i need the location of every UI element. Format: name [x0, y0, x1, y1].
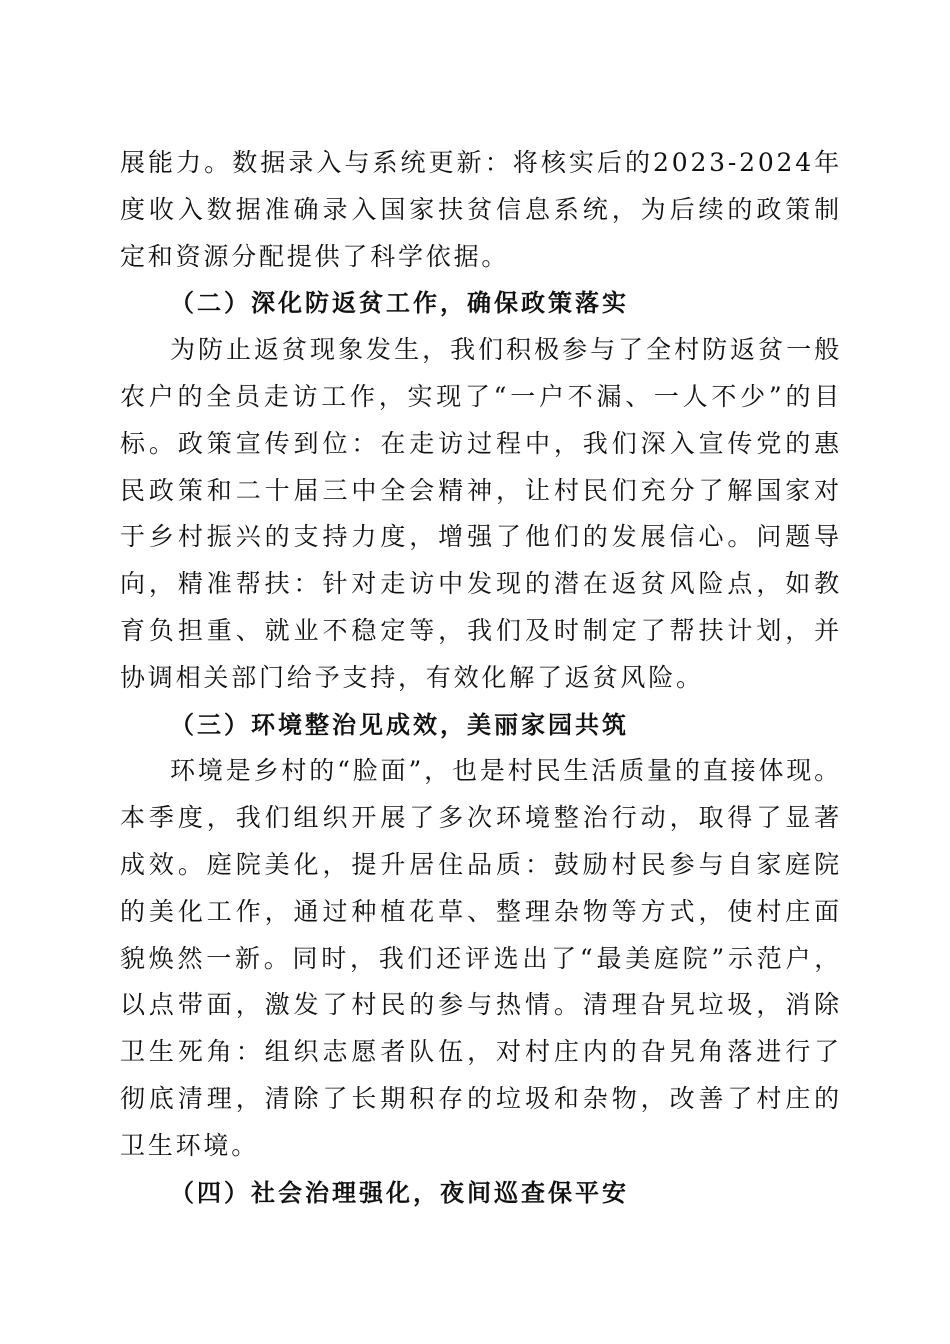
section-heading-3: （三）环境整治见成效，美丽家园共筑 [170, 710, 629, 739]
document-body [120, 140, 842, 1216]
paragraph-data-entry: 展能力。数据录入与系统更新：将核实后的2023-2024年度收入数据准确录入国家扶贫信息系统，为后续的政策制定和资源分配提供了科学依据。 [120, 148, 842, 271]
section-heading-2: （二）深化防返贫工作，确保政策落实 [170, 289, 629, 318]
paragraph-environment: 环境是乡村的“脸面”，也是村民生活质量的直接体现。本季度，我们组织开展了多次环境整治行动，取得了显著成效。庭院美化，提升居住品质：鼓励村民参与自家庭院的美化工作，通过种植花草、整理杂物等方式，使村庄面貌焕然一新。同时，我们还评选出了“最美庭院”示范户，以点带面，激发了村民的参与热情。清理旮旯垃圾，消除卫生死角：组织志愿者队伍，对村庄内的旮旯角落进行了彻底清理，清除了长期积存的垃圾和杂物，改善了村庄的卫生环境。 [120, 756, 842, 1160]
paragraph-anti-poverty: 为防止返贫现象发生，我们积极参与了全村防返贫一般农户的全员走访工作，实现了“一户不漏、一人不少”的目标。政策宣传到位：在走访过程中，我们深入宣传党的惠民政策和二十届三中全会精神，让村民们充分了解国家对于乡村振兴的支持力度，增强了他们的发展信心。问题导向，精准帮扶：针对走访中发现的潜在返贫风险点，如教育负担重、就业不稳定等，我们及时制定了帮扶计划，并协调相关部门给予支持，有效化解了返贫风险。 [120, 335, 842, 692]
section-heading-4: （四）社会治理强化，夜间巡查保平安 [170, 1178, 629, 1207]
